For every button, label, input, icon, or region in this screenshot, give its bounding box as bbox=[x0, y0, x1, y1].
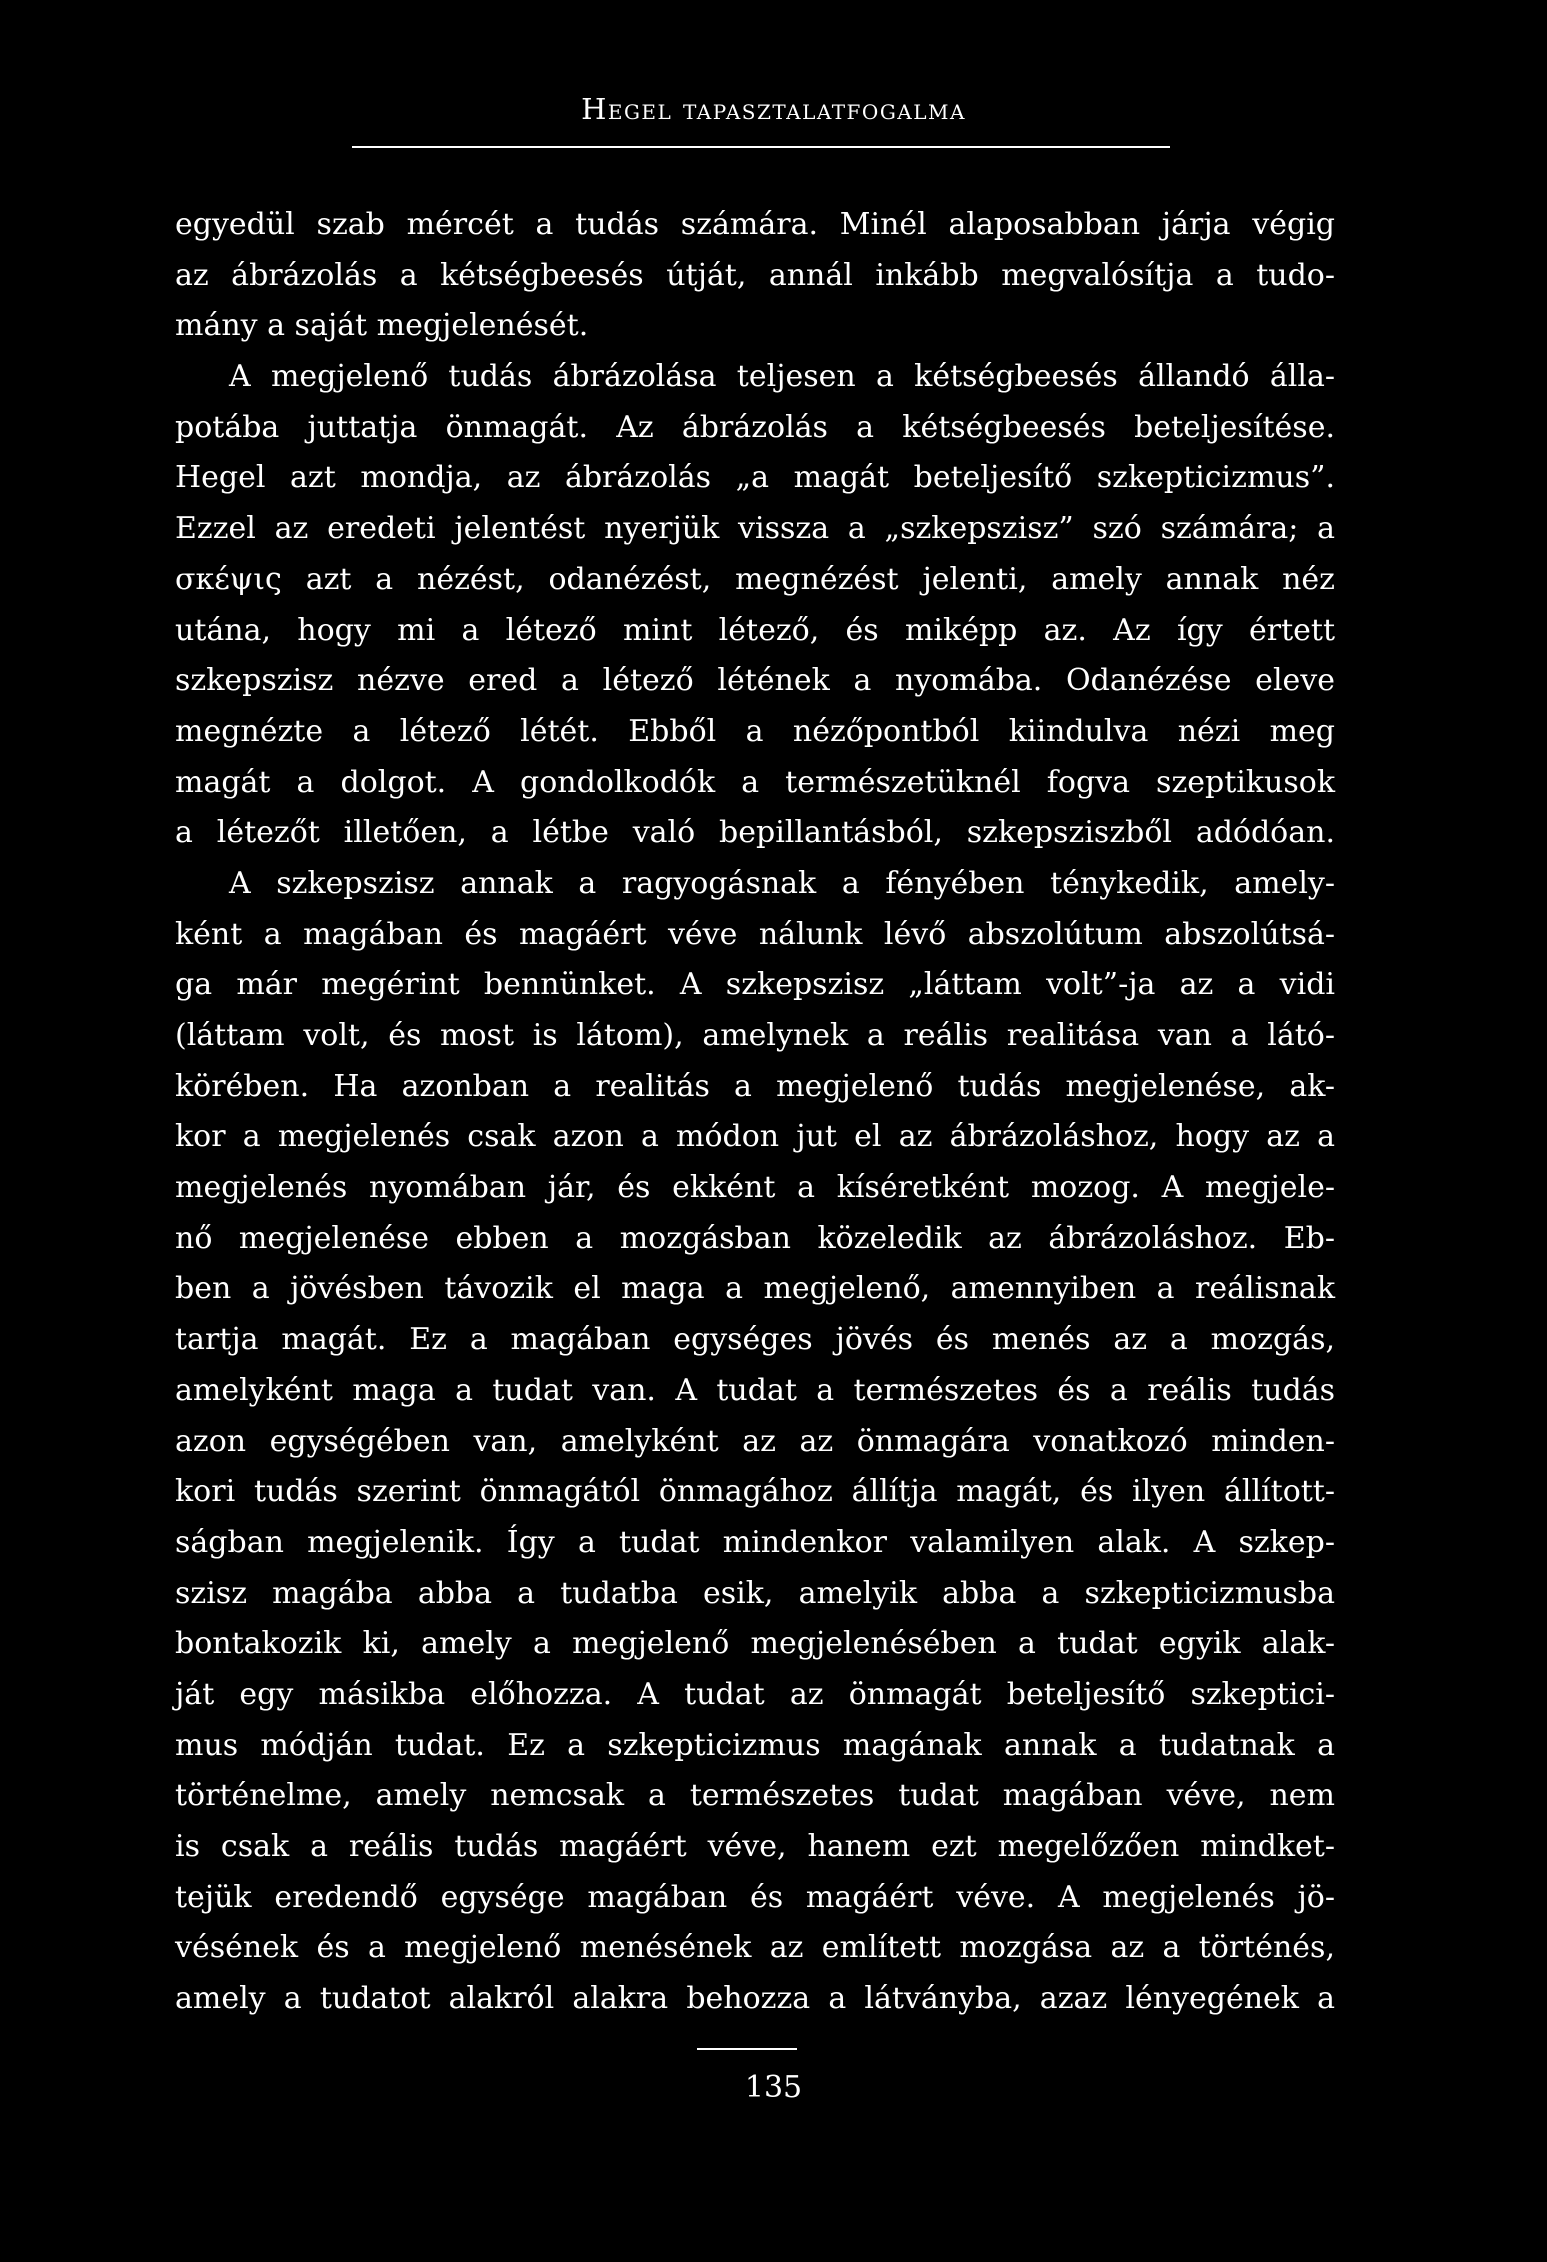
text-line: potába juttatja önmagát. Az ábrázolás a kétségbeesés beteljesítése. bbox=[175, 409, 1335, 445]
text-line: nő megjelenése ebben a mozgásban közeledik az ábrázoláshoz. Eb- bbox=[175, 1220, 1335, 1256]
text-line: Ezzel az eredeti jelentést nyerjük vissza a „szkepszisz” szó számára; a bbox=[175, 511, 1335, 547]
text-line: ben a jövésben távozik el maga a megjelenő, amennyiben a reálisnak bbox=[175, 1271, 1335, 1307]
text-line: amely a tudatot alakról alakra behozza a látványba, azaz lényegének a bbox=[175, 1981, 1335, 2017]
text-line: tartja magát. Ez a magában egységes jövés és menés az a mozgás, bbox=[175, 1322, 1335, 1358]
text-line: amelyként maga a tudat van. A tudat a természetes és a reális tudás bbox=[175, 1372, 1335, 1408]
text-line: megnézte a létező létét. Ebből a nézőpontból kiindulva nézi meg bbox=[175, 713, 1335, 749]
running-header: Hegel tapasztalatfogalma bbox=[581, 92, 966, 126]
text-line: mus módján tudat. Ez a szkepticizmus magának annak a tudatnak a bbox=[175, 1727, 1335, 1763]
text-line: A szkepszisz annak a ragyogásnak a fényében ténykedik, amely- bbox=[229, 865, 1335, 901]
text-line: is csak a reális tudás magáért véve, hanem ezt megelőzően mindket- bbox=[175, 1829, 1335, 1864]
text-line: az ábrázolás a kétségbeesés útját, annál inkább megvalósítja a tudo- bbox=[175, 257, 1335, 293]
text-line: mány a saját megjelenését. bbox=[175, 308, 589, 344]
text-line: (láttam volt, és most is látom), amelynek a reális realitása van a látó- bbox=[175, 1018, 1335, 1053]
header-divider bbox=[352, 146, 1170, 148]
text-line: ságban megjelenik. Így a tudat mindenkor valamilyen alak. A szkep- bbox=[175, 1524, 1335, 1560]
text-line: történelme, amely nemcsak a természetes tudat magában véve, nem bbox=[175, 1778, 1335, 1814]
text-line: ga már megérint bennünket. A szkepszisz „láttam volt”-ja az a vidi bbox=[175, 967, 1335, 1003]
text-line: magát a dolgot. A gondolkodók a természetüknél fogva szeptikusok bbox=[175, 764, 1335, 800]
text-line: egyedül szab mércét a tudás számára. Minél alaposabban járja végig bbox=[175, 207, 1335, 242]
text-line: utána, hogy mi a létező mint létező, és miképp az. Az így értett bbox=[175, 612, 1335, 648]
text-line: ját egy másikba előhozza. A tudat az önmagát beteljesítő szkeptici- bbox=[175, 1676, 1335, 1712]
text-line: ként a magában és magáért véve nálunk lévő abszolútum abszolútsá- bbox=[175, 916, 1335, 952]
text-line: Hegel azt mondja, az ábrázolás „a magát beteljesítő szkepticizmus”. bbox=[175, 460, 1335, 496]
footer-divider bbox=[697, 2048, 797, 2050]
body-text bbox=[175, 200, 1335, 2025]
text-line: σκέψις azt a nézést, odanézést, megnézést jelenti, amely annak néz bbox=[175, 561, 1335, 597]
text-line: bontakozik ki, amely a megjelenő megjelenésében a tudat egyik alak- bbox=[175, 1626, 1335, 1662]
text-line: a létezőt illetően, a létbe való bepillantásból, szkepsziszből adódóan. bbox=[175, 815, 1335, 851]
text-line: szisz magába abba a tudatba esik, amelyik abba a szkepticizmusba bbox=[175, 1575, 1335, 1611]
text-line: kori tudás szerint önmagától önmagához állítja magát, és ilyen állított- bbox=[175, 1474, 1335, 1510]
text-line: tejük eredendő egysége magában és magáért véve. A megjelenés jö- bbox=[175, 1879, 1335, 1915]
text-line: körében. Ha azonban a realitás a megjelenő tudás megjelenése, ak- bbox=[175, 1068, 1335, 1104]
text-line: kor a megjelenés csak azon a módon jut el az ábrázoláshoz, hogy az a bbox=[175, 1119, 1335, 1155]
text-line: szkepszisz nézve ered a létező létének a nyomába. Odanézése eleve bbox=[175, 663, 1335, 699]
page-number: 135 bbox=[744, 2070, 803, 2105]
text-line: A megjelenő tudás ábrázolása teljesen a kétségbeesés állandó álla- bbox=[229, 359, 1335, 395]
text-line: vésének és a megjelenő menésének az említett mozgása az a történés, bbox=[175, 1930, 1335, 1966]
text-line: megjelenés nyomában jár, és ekként a kíséretként mozog. A megjele- bbox=[175, 1170, 1335, 1206]
text-line: azon egységében van, amelyként az az önmagára vonatkozó minden- bbox=[175, 1423, 1335, 1459]
